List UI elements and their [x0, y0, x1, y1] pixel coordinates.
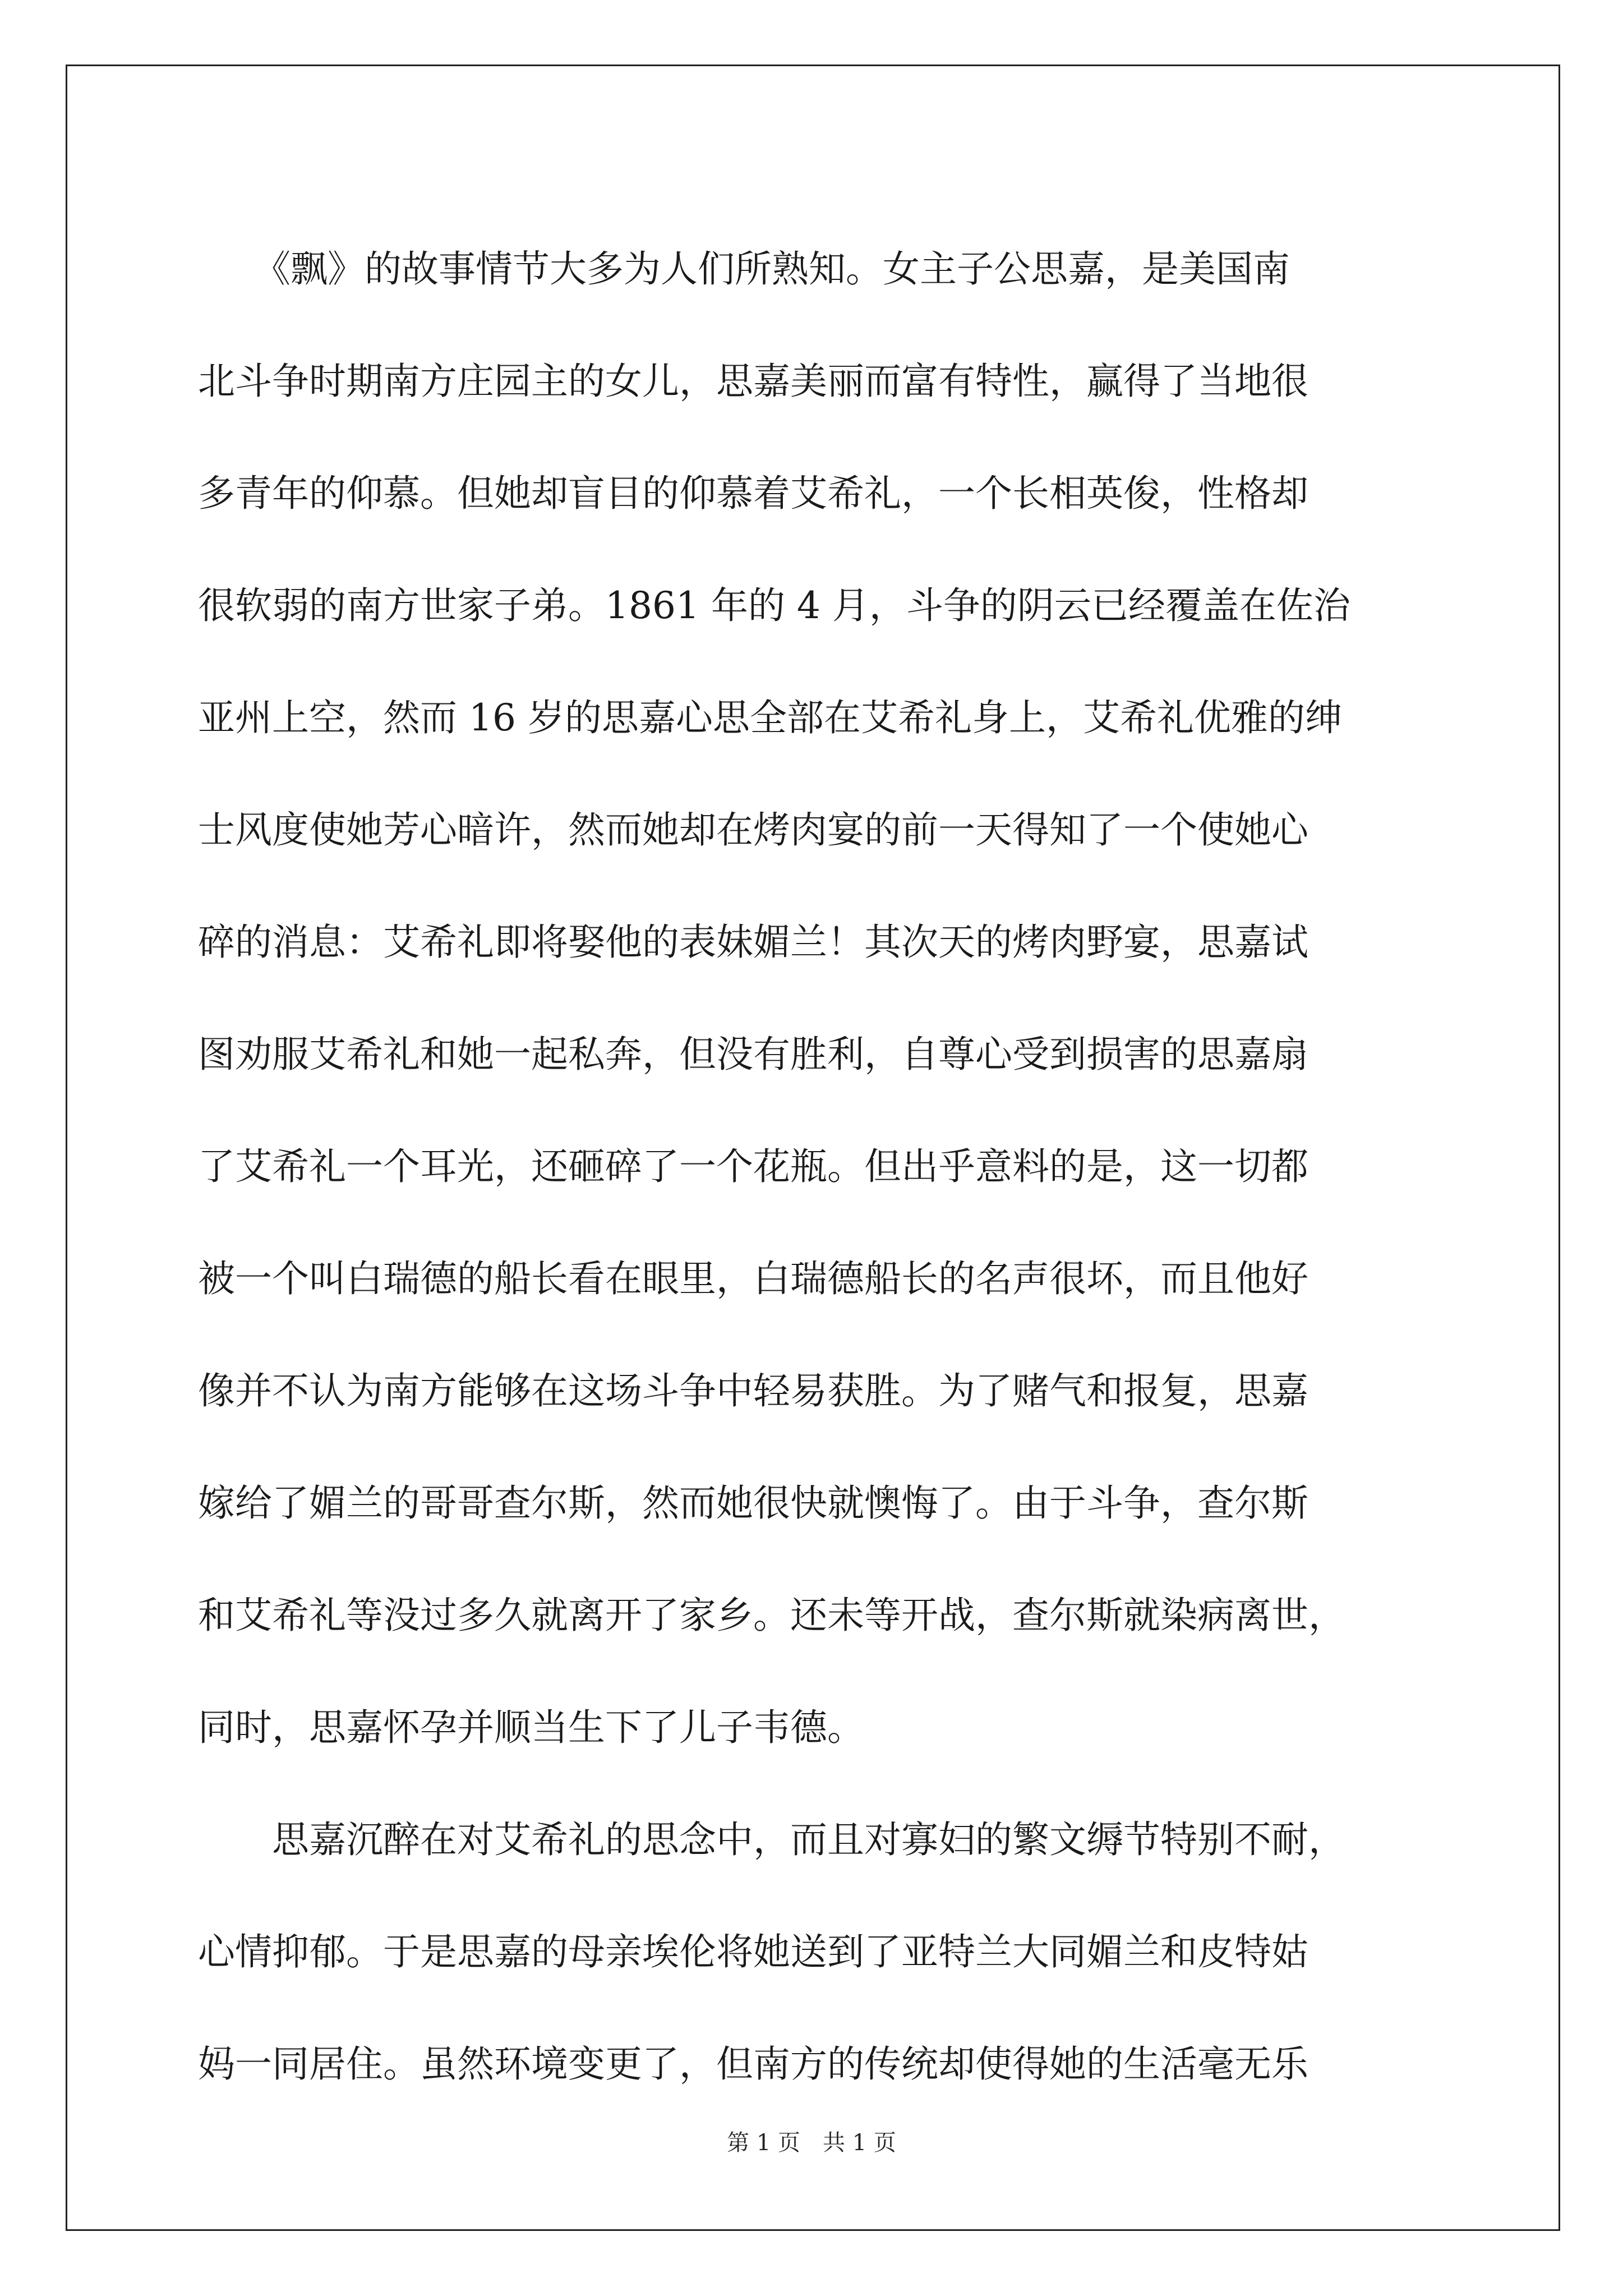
page-number-footer: 第 1 页 共 1 页: [727, 2130, 896, 2156]
document-body: [198, 213, 1432, 2120]
text-line: 心情抑郁。于是思嘉的母亲埃伦将她送到了亚特兰大同媚兰和皮特姑: [198, 1930, 1308, 1973]
text-line: 《飘》的故事情节大多为人们所熟知。女主子公思嘉，是美国南: [198, 247, 1290, 291]
text-line: 妈一同居住。虽然环境变更了，但南方的传统却使得她的生活毫无乐: [198, 2042, 1308, 2086]
text-line: 和艾希礼等没过多久就离开了家乡。还未等开战，查尔斯就染病离世，: [198, 1594, 1345, 1637]
text-line: 像并不认为南方能够在这场斗争中轻易获胜。为了赌气和报复，思嘉: [198, 1369, 1308, 1412]
text-line: 北斗争时期南方庄园主的女儿，思嘉美丽而富有特性，赢得了当地很: [198, 360, 1308, 403]
text-line: 碎的消息：艾希礼即将娶他的表妹媚兰！其次天的烤肉野宴，思嘉试: [198, 921, 1308, 964]
text-line: 亚州上空，然而 16 岁的思嘉心思全部在艾希礼身上，艾希礼优雅的绅: [198, 696, 1342, 739]
text-line: 士风度使她芳心暗许，然而她却在烤肉宴的前一天得知了一个使她心: [198, 808, 1308, 852]
text-line: 嫁给了媚兰的哥哥查尔斯，然而她很快就懊悔了。由于斗争，查尔斯: [198, 1481, 1308, 1525]
text-line: 同时，思嘉怀孕并顺当生下了儿子韦德。: [198, 1706, 864, 1749]
text-line: 被一个叫白瑞德的船长看在眼里，白瑞德船长的名声很坏，而且他好: [198, 1257, 1308, 1300]
text-line: 多青年的仰慕。但她却盲目的仰慕着艾希礼，一个长相英俊，性格却: [198, 472, 1308, 515]
text-line: 思嘉沉醉在对艾希礼的思念中，而且对寡妇的繁文缛节特别不耐，: [198, 1818, 1345, 1861]
text-line: 很软弱的南方世家子弟。1861 年的 4 月，斗争的阴云已经覆盖在佐治: [198, 584, 1350, 627]
text-line: 了艾希礼一个耳光，还砸碎了一个花瓶。但出乎意料的是，这一切都: [198, 1145, 1308, 1188]
text-line: 图劝服艾希礼和她一起私奔，但没有胜利，自尊心受到损害的思嘉扇: [198, 1033, 1308, 1076]
